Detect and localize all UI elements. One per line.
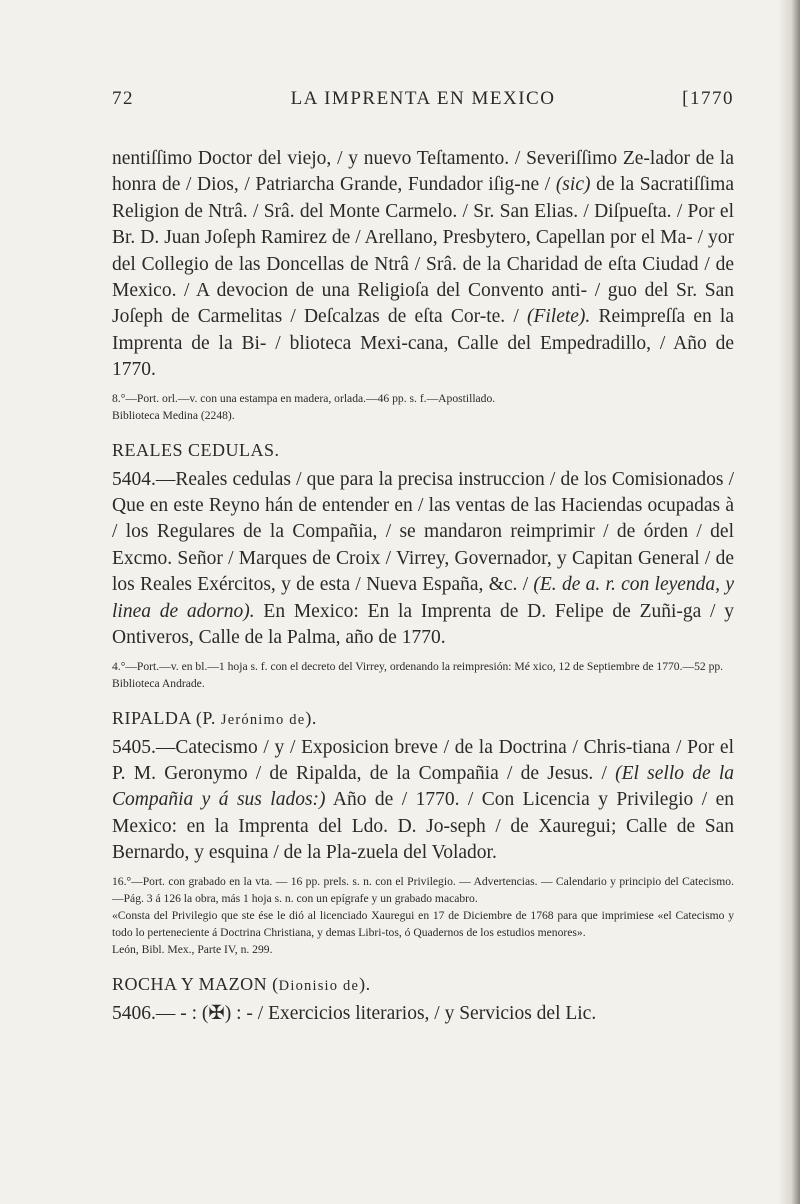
- entry-italic: (E. de a. r. con leyenda, y linea de adorno).: [112, 574, 734, 622]
- heading-smallcaps: Dionisio de: [278, 977, 360, 994]
- entry-5404-note-1: 4.°—Port.—v. en bl.—1 hoja s. f. con el decreto del Virrey, ordenando la reimpresión: Mé xico, 12 de Septiembre de 1770.—52 pp.: [112, 659, 724, 673]
- heading-end: ).: [305, 707, 317, 728]
- continuation-text-2: de la Sacratiſſima Religion de Ntrâ. / Srâ. del Monte Carmelo. / Sr. San Elias. / Diſpueſta. / Por el Br. D. Juan Joſeph Ramirez de / Arellano, Presbytero, Capellan por el Ma- / yor del Collegio de las Doncellas de Ntrâ / Srâ. de la Charidad de eſta Ciudad / de Mexico. / A devocion de una Religioſa del Convento anti- / guo del Sr. San Joſeph de Carmelitas / Deſcalzas de eſta Cor-te. /: [112, 174, 734, 328]
- continuation-text-3: Reimpreſſa en la Imprenta de la Bi- / blioteca Mexi-cana, Calle del Empedradillo, / Año de 1770.: [112, 306, 734, 381]
- entry-text: — - : (✠) : - / Exercicios literarios, / y Servicios del Lic.: [155, 1002, 597, 1024]
- entry-5406: [112, 1001, 734, 1027]
- entry-text: —Reales cedulas / que para la precisa instruccion / de los Comisionados / Que en este Reyno hán de entender en / las ventas de las Haciendas ocupadas à / los Regulares de la Compañia, / se mandaron reimprimir / de órden / del Excmo. Señor / Marques de Croix / Virrey, Governador, y Capitan General / de los Reales Exércitos, y de esta / Nueva España, &c. /: [112, 468, 734, 596]
- page-number: 72: [112, 88, 134, 109]
- entry-italic: (El sello de la Compañia y á sus lados:): [112, 762, 734, 811]
- entry-5405: [112, 735, 734, 867]
- continuation-note-2: Biblioteca Medina (2248).: [112, 408, 235, 422]
- heading-smallcaps: Jerónimo de: [220, 711, 306, 728]
- heading-end: ).: [359, 973, 371, 994]
- heading-main: ROCHA Y MAZON (: [112, 973, 279, 994]
- entry-5405-note-3: León, Bibl. Mex., Parte IV, n. 299.: [112, 942, 273, 956]
- continuation-italic-sic: (sic): [555, 174, 591, 196]
- entry-text-2: Año de / 1770. / Con Licencia y Privilegio / en Mexico: en la Imprenta del Ldo. D. Jo-seph / de Xauregui; Calle de San Bernardo, y esquina / de la Pla-zuela del Volador.: [112, 789, 734, 864]
- continuation-note-1: 8.°—Port. orl.—v. con una estampa en madera, orlada.—46 pp. s. f.—Apostillado.: [112, 391, 496, 405]
- entry-5405-note-1: 16.°—Port. con grabado en la vta. — 16 pp. prels. s. n. con el Privilegio. — Advertencias. — Calendario y principio del Catecismo.—Pág. 3 á 126 la obra, más 1 hoja s. n. con un epígrafe y un grabado macabro.: [112, 874, 734, 905]
- header-year: [1770: [682, 88, 734, 109]
- continuation-italic-filete: (Filete).: [526, 306, 591, 328]
- entry-number: 5405.: [112, 736, 156, 758]
- entry-text: —Catecismo / y / Exposicion breve / de la Doctrina / Chris-tiana / Por el P. M. Geronymo / de Ripalda, de la Compañia / de Jesus. /: [112, 736, 734, 784]
- entry-number: 5404.: [112, 468, 156, 490]
- running-header: [112, 88, 734, 116]
- page-edge-shadow: [778, 0, 800, 1204]
- section-heading-reales-cedulas: REALES CEDULAS.: [112, 439, 280, 460]
- continuation-text: nentiſſimo Doctor del viejo, / y nuevo Teſtamento. / Severiſſimo Ze-lador de la honra de / Dios, / Patriarcha Grande, Fundador iſig-ne /: [112, 148, 734, 196]
- continuation-entry: [112, 146, 734, 384]
- entry-5404-note-2: Biblioteca Andrade.: [112, 676, 205, 690]
- entry-text-2: En Mexico: En la Imprenta de D. Felipe de Zuñi-ga / y Ontiveros, Calle de la Palma, año de 1770.: [112, 600, 734, 649]
- heading-main: RIPALDA (P.: [112, 707, 221, 728]
- running-title: LA IMPRENTA EN MEXICO: [290, 88, 556, 109]
- entry-5404: [112, 467, 734, 652]
- section-heading-rocha-mazon: [112, 974, 734, 995]
- entry-5405-note-2: «Consta del Privilegio que ste ése le dió al licenciado Xauregui en 17 de Diciembre de 1768 para que imprimiese «el Catecismo y todo lo perteneciente á Doctrina Christiana, y demas Libri-tos, ó Quadernos de los estudios menores».: [112, 908, 734, 939]
- page-content: [112, 146, 734, 1027]
- section-heading-ripalda: [112, 708, 734, 729]
- entry-number: 5406.: [112, 1002, 156, 1024]
